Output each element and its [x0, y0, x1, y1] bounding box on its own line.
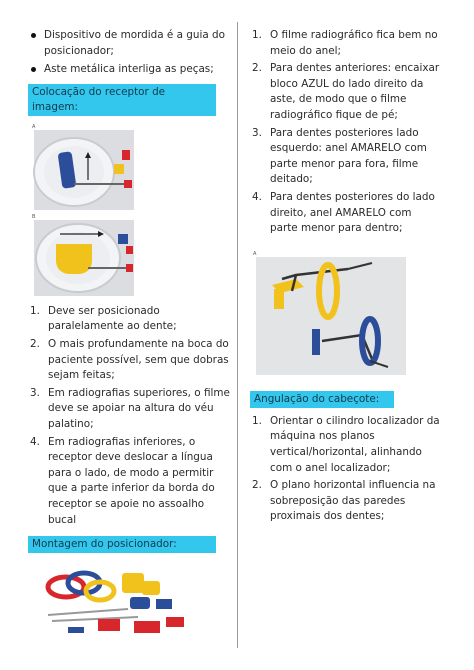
- left-column: [28, 28, 233, 639]
- column-divider: [237, 22, 238, 648]
- figure-tag-b: B: [32, 213, 36, 220]
- section-heading-colocacao: Colocação do receptor de imagem:: [28, 84, 216, 116]
- receptor-steps-list: [28, 304, 233, 528]
- section-heading-angulacao: Angulação do cabeçote:: [250, 391, 394, 408]
- figure-positioner-kit: [38, 559, 198, 639]
- figure-tag-a: A: [32, 123, 36, 130]
- bullet-dot-icon: [31, 33, 36, 38]
- bullet-list: [28, 28, 233, 78]
- list-item: 1. Orientar o cilindro localizador da máquina nos planos vertical/horizontal, alinhando com o anel localizador;: [252, 414, 440, 474]
- list-item: 2. Para dentes anteriores: encaixar bloco AZUL do lado direito da aste, de modo que o filme radiográfico fique de pé;: [252, 62, 440, 121]
- figure-positioner-assembly-svg: [252, 249, 408, 377]
- figure-receptor-placement-svg: [30, 122, 142, 298]
- figure-positioner-assembly: [252, 249, 408, 377]
- list-item: 1. Deve ser posicionado paralelamente ao dente;: [30, 304, 177, 333]
- list-item: 3. Para dentes posteriores lado esquerdo: anel AMARELO com parte menor para fora, filme deitado;: [252, 126, 427, 186]
- list-item: 4. Em radiografias inferiores, o receptor deve deslocar a língua para o lado, de modo a permitir que a parte inferior da borda do receptor se apoie no assoalho bucal: [30, 435, 215, 526]
- assembly-steps-list: [250, 28, 442, 237]
- figure-tag-a: A: [253, 250, 257, 257]
- angle-steps-list: [250, 414, 442, 525]
- figure-positioner-kit-svg: [38, 559, 198, 639]
- bullet-item: Aste metálica interliga as peças;: [28, 62, 233, 78]
- bullet-item: Dispositivo de mordida é a guia do posicionador;: [28, 28, 233, 59]
- figure-receptor-placement: [30, 122, 142, 298]
- list-item: 4. Para dentes posteriores do lado direito, anel AMARELO com parte menor para dentro;: [252, 190, 435, 235]
- section-heading-montagem: Montagem do posicionador:: [28, 536, 216, 553]
- list-item: 2. O plano horizontal influencia na sobreposição das paredes proximais dos dentes;: [252, 479, 436, 523]
- list-item: 2. O mais profundamente na boca do paciente possível, sem que dobras sejam feitas;: [30, 337, 229, 382]
- list-item: 1. O filme radiográfico fica bem no meio do anel;: [252, 29, 438, 57]
- right-column: [250, 28, 442, 527]
- bullet-dot-icon: [31, 67, 36, 72]
- list-item: 3. Em radiografias superiores, o filme deve se apoiar na altura do véu palatino;: [30, 386, 230, 430]
